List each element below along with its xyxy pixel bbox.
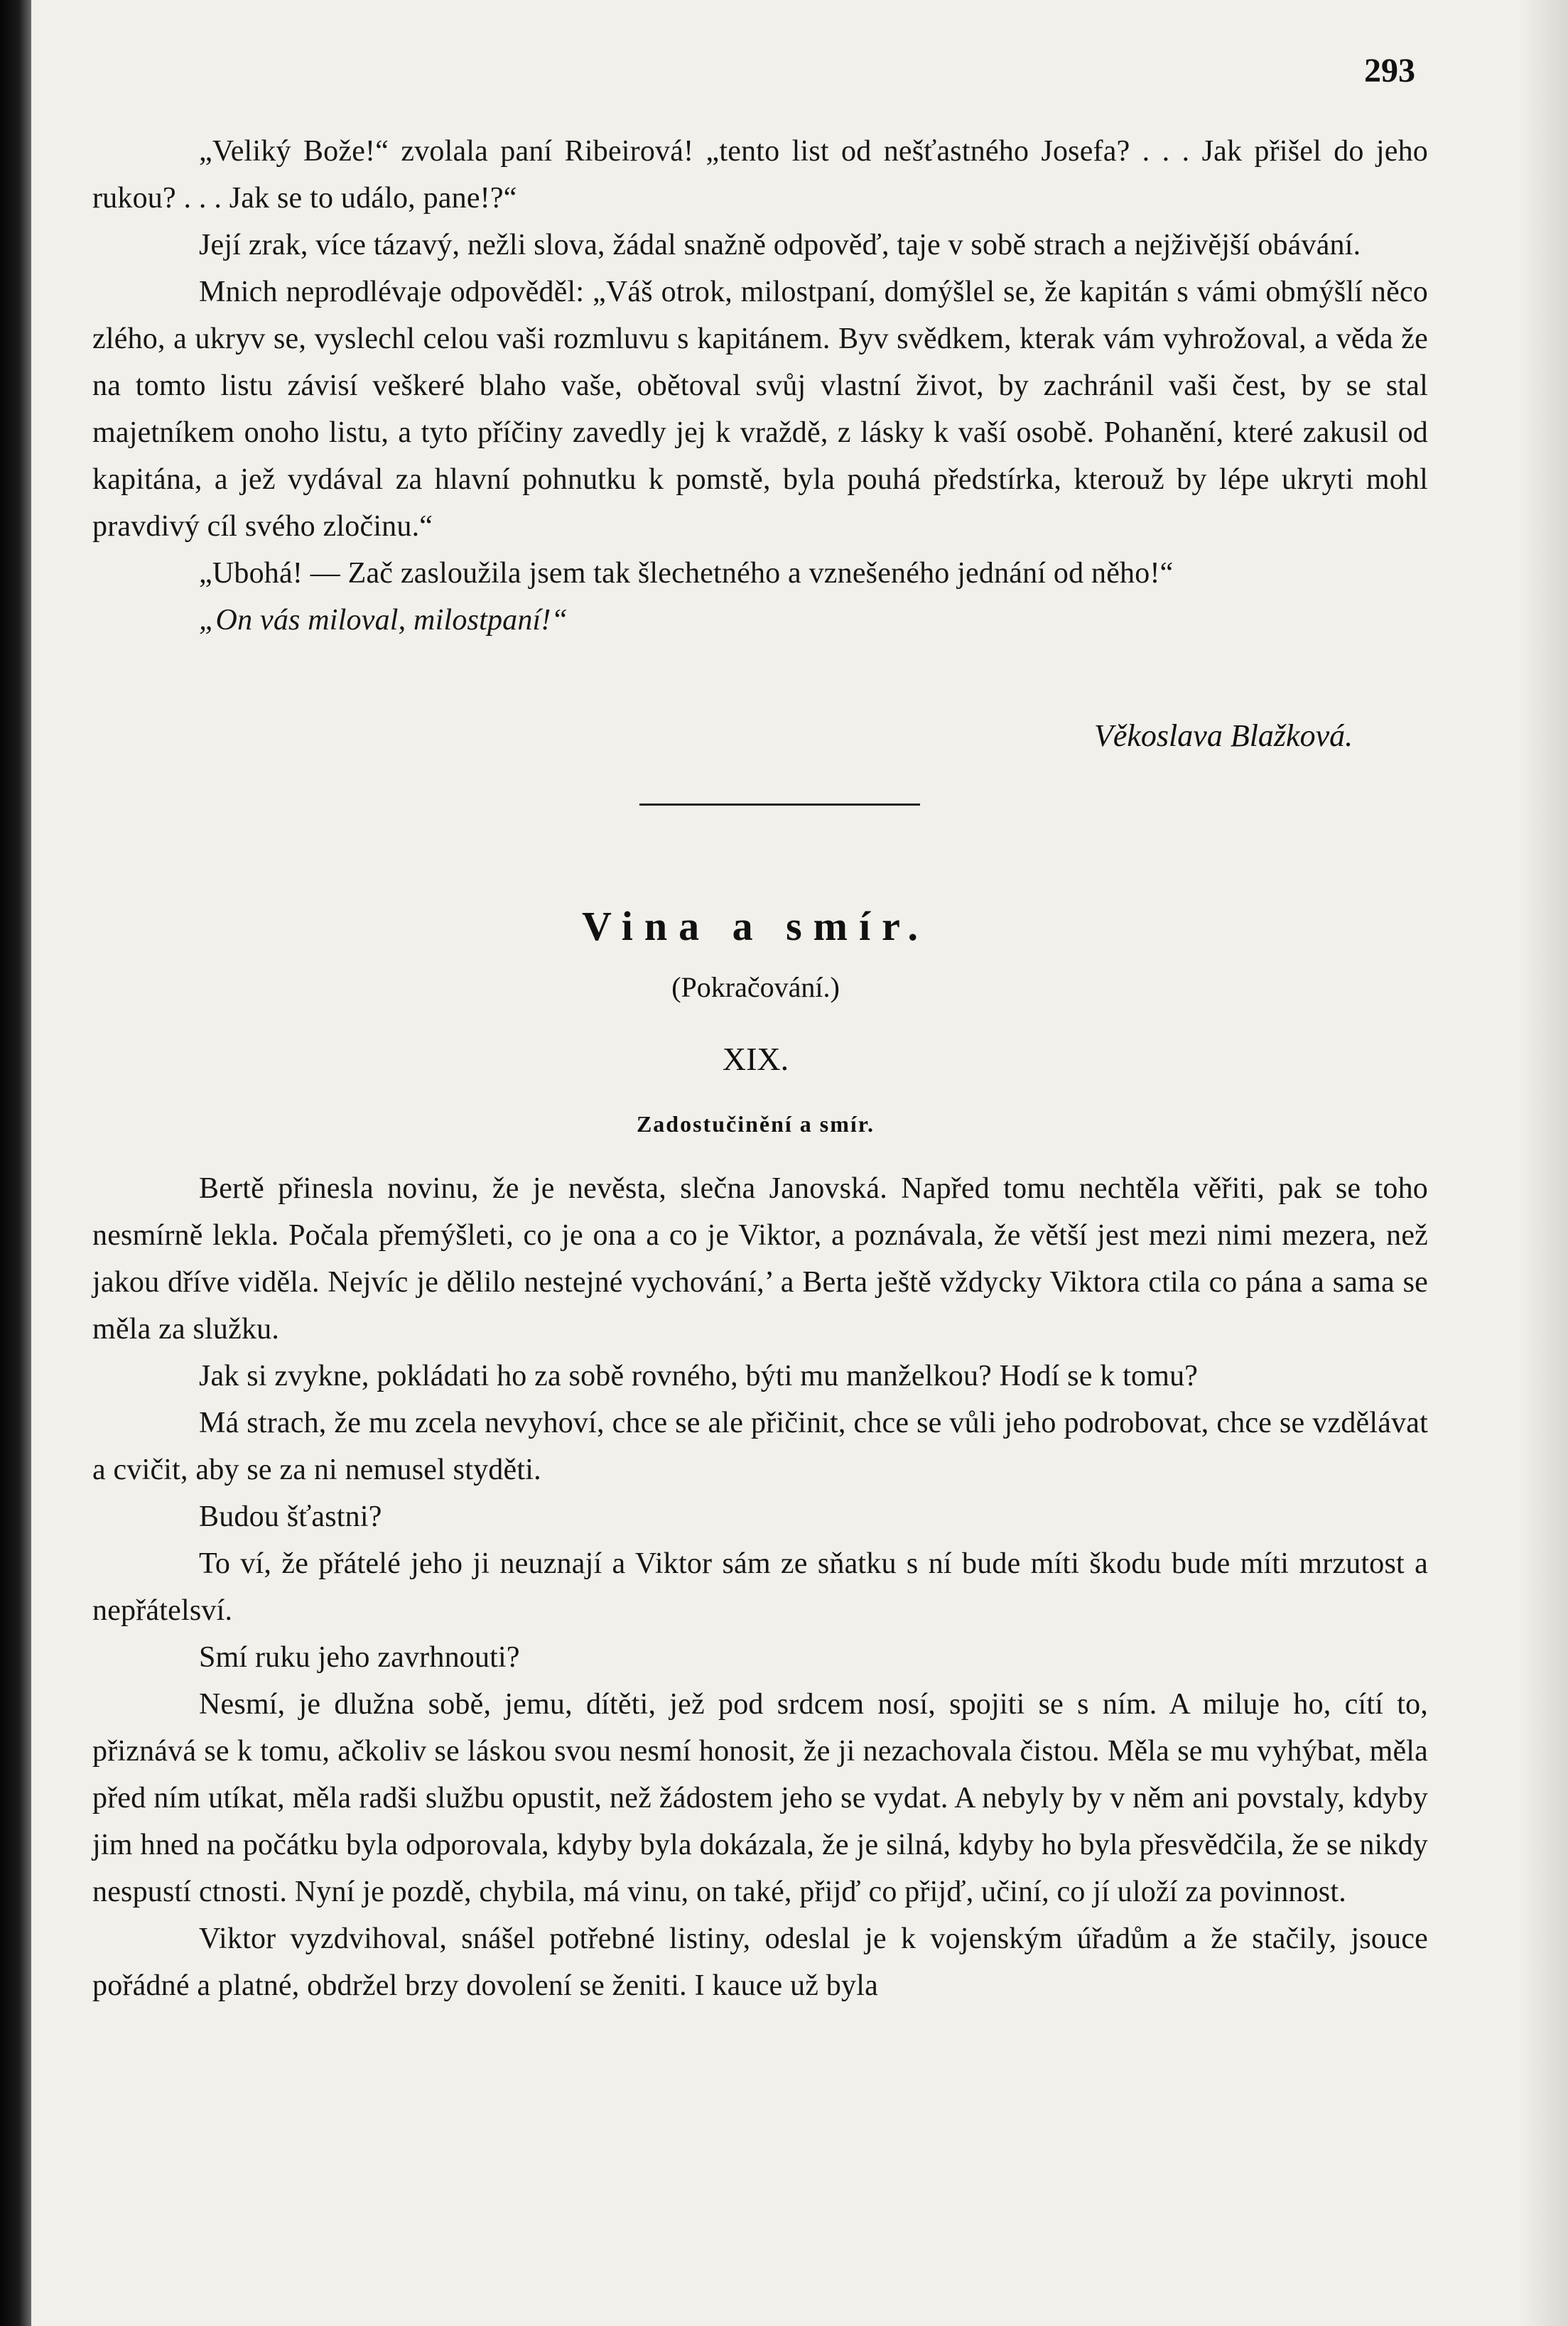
paragraph: Nesmí, je dlužna sobě, jemu, dítěti, jež pod srdcem nosí, spojiti se s ním. A miluje ho, cítí to, přiznává se k tomu, ačkoliv se láskou svou nesmí honosit, že ji nezachovala čistou. Měla se mu vyhýbat, měla před ním utíkat, měla radši službu opustit, než žádostem jeho se vydat. A nebyly by v něm ani povstaly, kdyby jim hned na počátku byla odporovala, kdyby byla dokázala, že je silná, kdyby ho byla přesvědčila, že se nikdy nespustí ctnosti. Nyní je pozdě, chybila, má vinu, on také, přijď co přijď, učiní, co jí uloží za povinnost. [92, 1688, 1428, 1908]
top-section [92, 128, 1428, 644]
page-edge-shadow [1518, 0, 1568, 2326]
paragraph: Mnich neprodlévaje odpověděl: „Váš otrok, milostpaní, domýšlel se, že kapitán s vámi obmýšlí něco zlého, a ukryv se, vyslechl celou vaši rozmluvu s kapitánem. Byv svědkem, kterak vám vyhrožoval, a věda že na tomto listu závisí veškeré blaho vaše, obětoval svůj vlastní život, by zachránil vaši čest, by se stal majetníkem onoho listu, a tyto příčiny zavedly jej k vraždě, z lásky k vaší osobě. Pohanění, které zakusil od kapitána, a jež vydával za hlavní pohnutku k pomstě, byla pouhá předstírka, kterouž by lépe ukryti mohl pravdivý cíl svého zločinu.“ [92, 276, 1428, 543]
italic-quote: „On vás miloval, milostpaní!“ [199, 604, 568, 637]
chapter-title: Zadostučinění a smír. [636, 1111, 875, 1137]
paragraph: Budou šťastni? [199, 1500, 382, 1533]
book-binding-edge [0, 0, 31, 2326]
paragraph: Jak si zvykne, pokládati ho za sobě rovného, býti mu manželkou? Hodí se k tomu? [199, 1360, 1199, 1392]
paragraph: Smí ruku jeho zavrhnouti? [199, 1641, 520, 1674]
page-number: 293 [1364, 52, 1415, 90]
paragraph: Její zrak, více tázavý, nežli slova, žádal snažně odpověď, taje v sobě strach a nejživější obávání. [199, 229, 1361, 261]
paragraph: „Veliký Bože!“ zvolala paní Ribeirová! „tento list od nešťastného Josefa? . . . Jak přišel do jeho rukou? . . . Jak se to událo, pane!?“ [92, 135, 1428, 215]
section-divider [639, 804, 920, 806]
paragraph: To ví, že přátelé jeho ji neuznají a Viktor sám ze sňatku s ní bude míti škodu bude míti mrzutost a nepřátelsví. [92, 1547, 1428, 1627]
paragraph: Bertě přinesla novinu, že je nevěsta, slečna Janovská. Napřed tomu nechtěla věřiti, pak se toho nesmírně lekla. Počala přemýšleti, co je ona a co je Viktor, a poznávala, že větší jest mezi nimi mezera, než jakou dříve viděla. Nejvíc je dělilo nestejné vychování,’ a Berta ještě vždycky Viktora ctila co pána a sama se měla za služku. [92, 1172, 1428, 1346]
body-section [92, 1165, 1428, 2009]
story-title: Vina a smír. [581, 903, 930, 949]
story-subtitle: (Pokračování.) [671, 971, 840, 1003]
paragraph: „Ubohá! — Zač zasloužila jsem tak šlechetného a vznešeného jednání od něho!“ [199, 557, 1174, 590]
paragraph: Viktor vyzdvihoval, snášel potřebné listiny, odeslal je k vojenským úřadům a že stačily, jsouce pořádné a platné, obdržel brzy dovolení se ženiti. I kauce už byla [92, 1922, 1428, 2002]
chapter-number: XIX. [722, 1041, 789, 1077]
author-signature: Věkoslava Blažková. [1094, 718, 1353, 753]
paragraph: Má strach, že mu zcela nevyhoví, chce se ale přičinit, chce se vůli jeho podrobovat, chce se vzdělávat a cvičit, aby se za ni nemusel styděti. [92, 1407, 1428, 1486]
